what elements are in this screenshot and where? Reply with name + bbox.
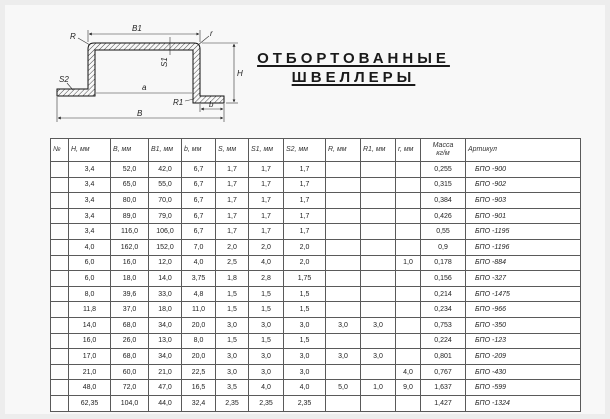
header-mass: [421, 139, 466, 162]
cell-s1: 1,5: [249, 286, 284, 302]
cell-h: 14,0: [69, 317, 111, 333]
cell-b-width: 162,0: [111, 239, 149, 255]
cell-s2: 1,5: [284, 333, 326, 349]
cell-mass: 0,426: [421, 208, 466, 224]
table-row: [51, 333, 581, 349]
cell-r1: [361, 364, 396, 380]
cell-r-large: [326, 239, 361, 255]
cell-s2: 3,0: [284, 317, 326, 333]
cell-b-width: 52,0: [111, 162, 149, 178]
cell-b1: 79,0: [149, 208, 182, 224]
cell-r-large: 3,0: [326, 317, 361, 333]
table-row: [51, 395, 581, 411]
cell-r-small: [396, 349, 421, 365]
table-row: [51, 239, 581, 255]
cell-article: БПО -209: [466, 349, 581, 365]
cell-h: 3,4: [69, 193, 111, 209]
label-h: H: [237, 69, 243, 78]
specification-table: [50, 138, 581, 412]
cell-s1: 1,7: [249, 193, 284, 209]
cell-s: 2,0: [216, 239, 249, 255]
cell-b-width: 60,0: [111, 364, 149, 380]
cell-b1: 47,0: [149, 380, 182, 396]
header-b1: B1, мм: [149, 139, 182, 162]
table-row: [51, 255, 581, 271]
cell-r-small: [396, 162, 421, 178]
label-s1: S1: [160, 57, 169, 67]
cell-s2: 1,7: [284, 177, 326, 193]
cell-h: 4,0: [69, 239, 111, 255]
cell-mass: 1,637: [421, 380, 466, 396]
cell-s1: 4,0: [249, 255, 284, 271]
cell-s2: 1,7: [284, 193, 326, 209]
cell-mass: 0,255: [421, 162, 466, 178]
cell-num: [51, 395, 69, 411]
cell-s: 2,5: [216, 255, 249, 271]
cell-s2: 1,75: [284, 271, 326, 287]
cell-s1: 2,0: [249, 239, 284, 255]
cell-b-width: 89,0: [111, 208, 149, 224]
cell-s2: 3,0: [284, 364, 326, 380]
cell-s2: 2,0: [284, 239, 326, 255]
channel-profile-section: [57, 43, 224, 103]
cell-s2: 1,7: [284, 162, 326, 178]
cell-h: 3,4: [69, 208, 111, 224]
cell-r-small: [396, 224, 421, 240]
table-row: [51, 317, 581, 333]
cell-s1: 1,7: [249, 162, 284, 178]
cell-r-small: [396, 193, 421, 209]
cell-r-large: [326, 364, 361, 380]
cell-s1: 3,0: [249, 317, 284, 333]
cell-h: 3,4: [69, 177, 111, 193]
cell-r-small: [396, 239, 421, 255]
cell-r1: [361, 177, 396, 193]
cell-mass: 0,234: [421, 302, 466, 318]
cell-article: БПО -1195: [466, 224, 581, 240]
cell-s2: 1,5: [284, 286, 326, 302]
table-row: [51, 193, 581, 209]
cell-article: БПО -1475: [466, 286, 581, 302]
cell-article: БПО -350: [466, 317, 581, 333]
cell-b-small: 3,75: [182, 271, 216, 287]
cell-h: 3,4: [69, 162, 111, 178]
cell-b1: 44,0: [149, 395, 182, 411]
cell-r1: [361, 255, 396, 271]
cell-mass: 0,55: [421, 224, 466, 240]
cell-h: 11,8: [69, 302, 111, 318]
cell-r-small: 9,0: [396, 380, 421, 396]
label-r1: R1: [173, 98, 184, 107]
title-line-2: ШВЕЛЛЕРЫ: [291, 69, 416, 86]
cell-b-width: 65,0: [111, 177, 149, 193]
cell-r-small: [396, 333, 421, 349]
cell-article: БПО -900: [466, 162, 581, 178]
cell-s1: 1,5: [249, 333, 284, 349]
cell-mass: 0,315: [421, 177, 466, 193]
cell-b-width: 68,0: [111, 317, 149, 333]
header-h: H, мм: [69, 139, 111, 162]
cell-mass: 0,801: [421, 349, 466, 365]
cell-b-small: 32,4: [182, 395, 216, 411]
cell-s2: 1,7: [284, 224, 326, 240]
cell-b-small: 16,5: [182, 380, 216, 396]
cell-r-large: [326, 333, 361, 349]
label-r-small: r: [210, 29, 213, 38]
cell-b-width: 116,0: [111, 224, 149, 240]
cell-s1: 1,7: [249, 208, 284, 224]
cell-article: БПО -902: [466, 177, 581, 193]
cell-article: БПО -903: [466, 193, 581, 209]
table-row: [51, 162, 581, 178]
cell-s2: 4,0: [284, 380, 326, 396]
cell-mass: 0,753: [421, 317, 466, 333]
cell-mass: 1,427: [421, 395, 466, 411]
cell-r-large: [326, 255, 361, 271]
cell-s1: 4,0: [249, 380, 284, 396]
cell-b1: 14,0: [149, 271, 182, 287]
cell-b-small: 6,7: [182, 224, 216, 240]
cell-s: 2,35: [216, 395, 249, 411]
cell-s: 1,5: [216, 286, 249, 302]
label-b: B: [137, 109, 143, 118]
cell-b1: 70,0: [149, 193, 182, 209]
cell-r1: [361, 239, 396, 255]
cell-num: [51, 177, 69, 193]
cell-num: [51, 255, 69, 271]
cell-b1: 33,0: [149, 286, 182, 302]
cell-r-small: 1,0: [396, 255, 421, 271]
cell-b-small: 22,5: [182, 364, 216, 380]
cell-mass: 0,178: [421, 255, 466, 271]
cell-num: [51, 286, 69, 302]
cell-num: [51, 224, 69, 240]
cell-article: БПО -327: [466, 271, 581, 287]
cell-h: 62,35: [69, 395, 111, 411]
cell-num: [51, 333, 69, 349]
label-r-large: R: [70, 32, 76, 41]
cell-b1: 152,0: [149, 239, 182, 255]
cell-r1: 1,0: [361, 380, 396, 396]
table-row: [51, 271, 581, 287]
cell-r1: 3,0: [361, 317, 396, 333]
cell-s: 3,0: [216, 317, 249, 333]
cell-s: 1,7: [216, 193, 249, 209]
cell-h: 3,4: [69, 224, 111, 240]
cell-b-width: 37,0: [111, 302, 149, 318]
cell-b-width: 18,0: [111, 271, 149, 287]
cell-b-width: 80,0: [111, 193, 149, 209]
cell-b-small: 4,8: [182, 286, 216, 302]
cell-s: 3,5: [216, 380, 249, 396]
cell-h: 6,0: [69, 271, 111, 287]
table-header-row: [51, 139, 581, 162]
table-row: [51, 177, 581, 193]
cell-article: БПО -599: [466, 380, 581, 396]
cell-r-large: [326, 208, 361, 224]
cell-b-small: 20,0: [182, 349, 216, 365]
cell-num: [51, 208, 69, 224]
cell-b-width: 68,0: [111, 349, 149, 365]
cell-b-small: 4,0: [182, 255, 216, 271]
cell-r-large: [326, 395, 361, 411]
cell-s: 1,7: [216, 208, 249, 224]
channel-profile-drawing: [5, 5, 265, 135]
cell-r1: [361, 193, 396, 209]
cell-r-large: [326, 271, 361, 287]
cell-mass: 0,767: [421, 364, 466, 380]
header-r-large: R, мм: [326, 139, 361, 162]
cell-b-width: 72,0: [111, 380, 149, 396]
cell-s: 1,5: [216, 302, 249, 318]
header-mass-label: Масса: [432, 142, 454, 149]
cell-s2: 1,5: [284, 302, 326, 318]
cell-b-small: 11,0: [182, 302, 216, 318]
cell-b1: 55,0: [149, 177, 182, 193]
cell-s2: 1,7: [284, 208, 326, 224]
cell-r1: [361, 224, 396, 240]
cell-r1: [361, 208, 396, 224]
cell-b1: 106,0: [149, 224, 182, 240]
cell-h: 8,0: [69, 286, 111, 302]
cell-r1: [361, 333, 396, 349]
cell-num: [51, 364, 69, 380]
cell-s1: 2,35: [249, 395, 284, 411]
cell-r1: [361, 395, 396, 411]
cell-num: [51, 239, 69, 255]
cell-b-small: 6,7: [182, 162, 216, 178]
cell-article: БПО -966: [466, 302, 581, 318]
cell-b-small: 6,7: [182, 193, 216, 209]
cell-s1: 2,8: [249, 271, 284, 287]
cell-r-small: [396, 177, 421, 193]
cell-num: [51, 162, 69, 178]
page-title: [241, 49, 466, 87]
header-r1: R1, мм: [361, 139, 396, 162]
cell-r-large: [326, 162, 361, 178]
cell-mass: 0,9: [421, 239, 466, 255]
cell-mass: 0,224: [421, 333, 466, 349]
cell-r-large: 3,0: [326, 349, 361, 365]
label-a: a: [142, 83, 147, 92]
cell-r-small: [396, 208, 421, 224]
cell-h: 17,0: [69, 349, 111, 365]
cell-r1: [361, 302, 396, 318]
cell-article: БПО -884: [466, 255, 581, 271]
table-row: [51, 380, 581, 396]
cell-r-large: [326, 224, 361, 240]
cell-r1: [361, 271, 396, 287]
cell-mass: 0,384: [421, 193, 466, 209]
table-row: [51, 224, 581, 240]
cell-s: 3,0: [216, 349, 249, 365]
cell-r-small: [396, 317, 421, 333]
header-mass-unit: кг/м: [436, 150, 450, 157]
header-s1: S1, мм: [249, 139, 284, 162]
header-s: S, мм: [216, 139, 249, 162]
cell-b1: 18,0: [149, 302, 182, 318]
cell-s2: 2,0: [284, 255, 326, 271]
header-b-width: B, мм: [111, 139, 149, 162]
header-r-small: r, мм: [396, 139, 421, 162]
cell-r-small: [396, 271, 421, 287]
cell-s: 3,0: [216, 364, 249, 380]
label-b-small: b: [209, 100, 214, 109]
cell-s2: 2,35: [284, 395, 326, 411]
cell-r-small: 4,0: [396, 364, 421, 380]
cell-mass: 0,214: [421, 286, 466, 302]
cell-r-large: [326, 302, 361, 318]
cell-b-small: 20,0: [182, 317, 216, 333]
cell-b1: 21,0: [149, 364, 182, 380]
cell-s1: 3,0: [249, 349, 284, 365]
cell-s: 1,7: [216, 224, 249, 240]
cell-article: БПО -1324: [466, 395, 581, 411]
cell-s1: 3,0: [249, 364, 284, 380]
cell-num: [51, 302, 69, 318]
cell-mass: 0,156: [421, 271, 466, 287]
cell-s1: 1,5: [249, 302, 284, 318]
cell-num: [51, 271, 69, 287]
label-s2: S2: [59, 75, 69, 84]
cell-article: БПО -430: [466, 364, 581, 380]
cell-article: БПО -123: [466, 333, 581, 349]
cell-r1: [361, 162, 396, 178]
cell-s2: 3,0: [284, 349, 326, 365]
header-s2: S2, мм: [284, 139, 326, 162]
table-row: [51, 208, 581, 224]
cell-b-small: 7,0: [182, 239, 216, 255]
document-page: [5, 5, 605, 414]
cell-h: 48,0: [69, 380, 111, 396]
cell-r1: 3,0: [361, 349, 396, 365]
cell-b1: 34,0: [149, 317, 182, 333]
cell-b-width: 104,0: [111, 395, 149, 411]
cell-s1: 1,7: [249, 224, 284, 240]
cell-b-small: 6,7: [182, 208, 216, 224]
cell-b-small: 8,0: [182, 333, 216, 349]
cell-b1: 12,0: [149, 255, 182, 271]
cell-r-large: [326, 193, 361, 209]
cell-s: 1,7: [216, 162, 249, 178]
cell-r1: [361, 286, 396, 302]
table-row: [51, 302, 581, 318]
cell-num: [51, 380, 69, 396]
table-row: [51, 349, 581, 365]
header-article: Артикул: [466, 139, 581, 162]
cell-b-width: 16,0: [111, 255, 149, 271]
cell-r-small: [396, 302, 421, 318]
cell-b-width: 39,6: [111, 286, 149, 302]
cell-r-small: [396, 286, 421, 302]
cell-b-small: 6,7: [182, 177, 216, 193]
cell-article: БПО -1196: [466, 239, 581, 255]
cell-b1: 34,0: [149, 349, 182, 365]
cell-r-large: 5,0: [326, 380, 361, 396]
cell-s1: 1,7: [249, 177, 284, 193]
cell-s: 1,5: [216, 333, 249, 349]
header-b-small: b, мм: [182, 139, 216, 162]
table-row: [51, 364, 581, 380]
cell-b1: 13,0: [149, 333, 182, 349]
cell-article: БПО -901: [466, 208, 581, 224]
label-b1: B1: [132, 24, 142, 33]
cell-b1: 42,0: [149, 162, 182, 178]
cell-h: 21,0: [69, 364, 111, 380]
cell-s: 1,8: [216, 271, 249, 287]
cell-s: 1,7: [216, 177, 249, 193]
cell-h: 16,0: [69, 333, 111, 349]
cell-r-large: [326, 286, 361, 302]
cell-r-small: [396, 395, 421, 411]
cell-num: [51, 349, 69, 365]
cell-b-width: 26,0: [111, 333, 149, 349]
table-row: [51, 286, 581, 302]
header-num: №: [51, 139, 69, 162]
title-line-1: ОТБОРТОВАННЫЕ: [257, 50, 450, 67]
cell-num: [51, 193, 69, 209]
cell-h: 6,0: [69, 255, 111, 271]
cell-r-large: [326, 177, 361, 193]
cell-num: [51, 317, 69, 333]
